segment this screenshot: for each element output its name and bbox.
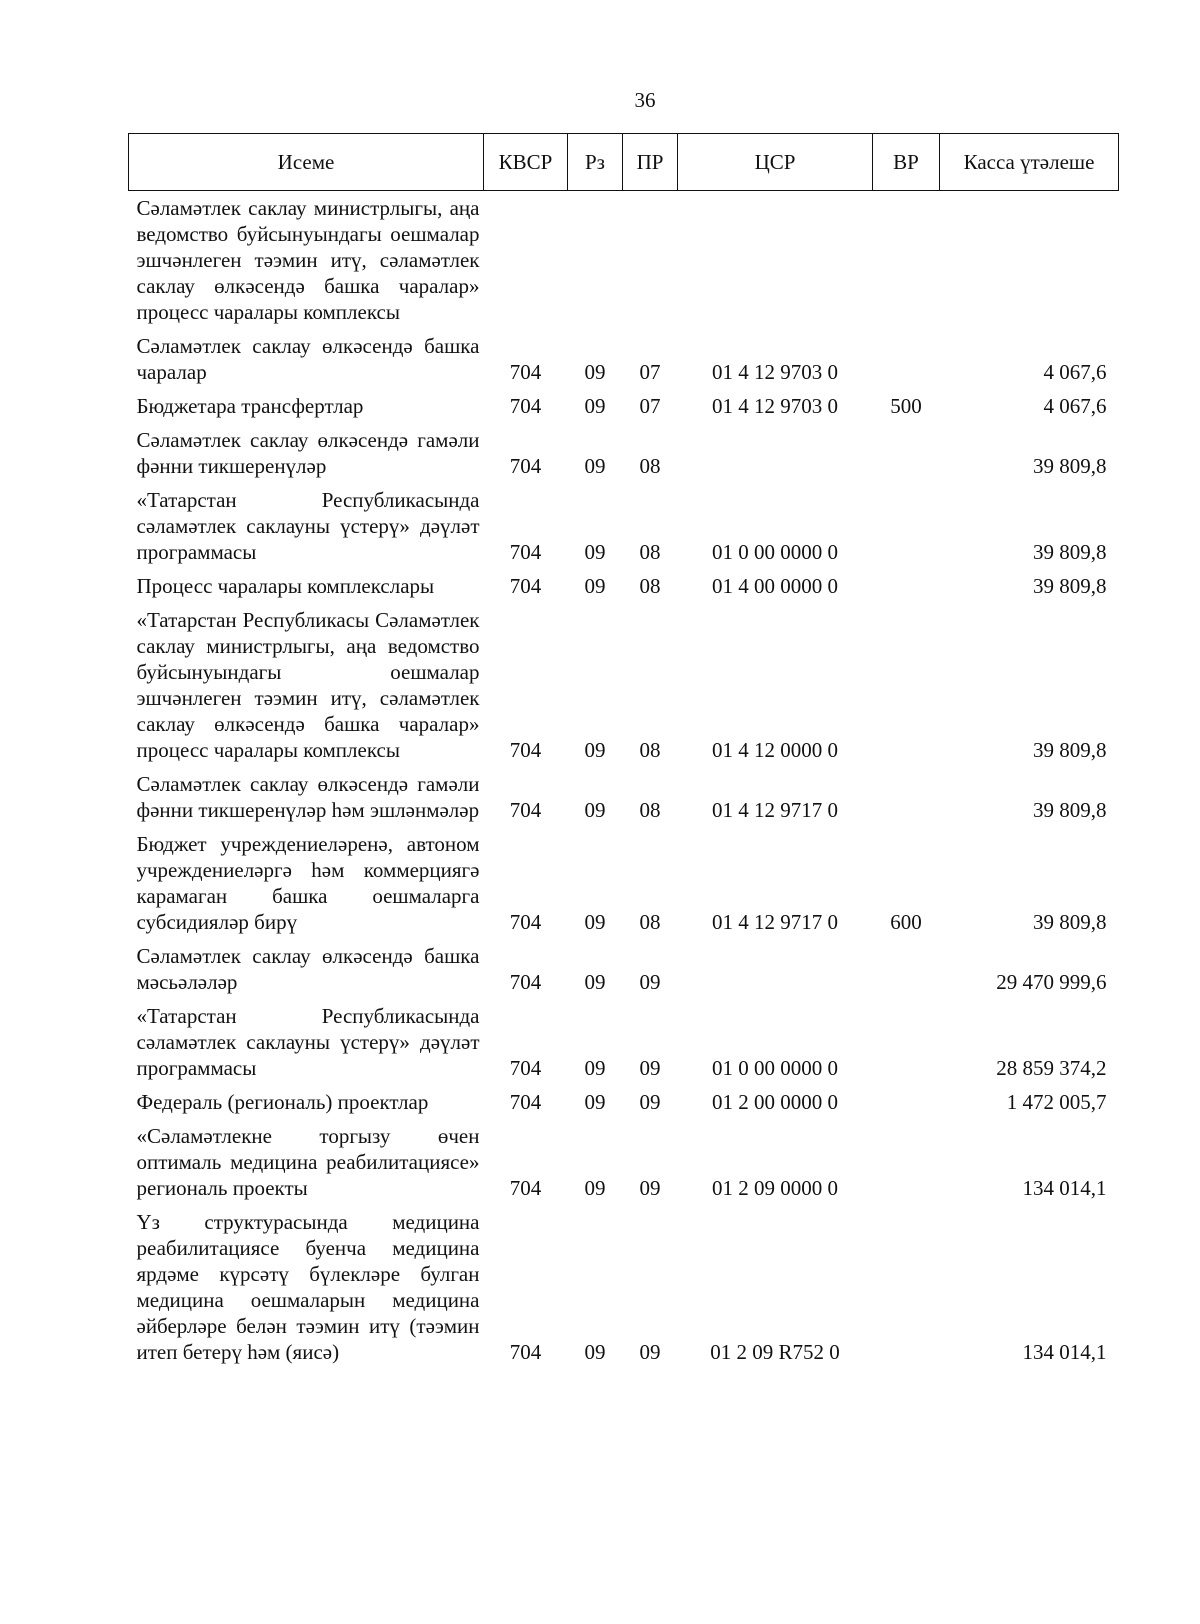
cell-pr: 07 xyxy=(639,394,661,418)
table-row xyxy=(129,1205,1119,1369)
cell-csr: 01 0 00 0000 0 xyxy=(712,540,838,564)
cell-amount: 4 067,6 xyxy=(1043,394,1107,418)
cell-kvsr xyxy=(484,191,568,330)
cell-pr: 09 xyxy=(639,1090,661,1114)
column-header-amount: Касса үтәлеше xyxy=(940,134,1119,191)
table-row xyxy=(129,483,1119,569)
cell-vr xyxy=(873,329,940,389)
cell-name: «Татарстан Республикасы Сәламәтлек саклау министрлыгы, аңа ведомство буйсынуындагы оешмалар эшчәнлеген тәэмин итү, сәламәтлек саклау өлкәсендә башка чаралар» процесс чаралары комплексы xyxy=(136,608,480,762)
page-number: 36 xyxy=(634,88,656,112)
cell-name: «Татарстан Республикасында сәламәтлек саклауны үстерү» дәүләт программасы xyxy=(136,488,480,564)
cell-vr xyxy=(873,1119,940,1205)
cell-kvsr: 704 xyxy=(509,1340,542,1364)
cell-amount: 134 014,1 xyxy=(1022,1176,1107,1200)
table-row xyxy=(129,191,1119,330)
cell-rz: 09 xyxy=(584,574,606,598)
cell-kvsr: 704 xyxy=(509,970,542,994)
column-header-csr: ЦСР xyxy=(678,134,873,191)
cell-rz: 09 xyxy=(584,360,606,384)
cell-pr: 07 xyxy=(639,360,661,384)
cell-amount: 39 809,8 xyxy=(1033,738,1107,762)
cell-pr: 08 xyxy=(639,910,661,934)
cell-rz: 09 xyxy=(584,970,606,994)
cell-name: «Сәламәтлекне торгызу өчен оптималь медицина реабилитациясе» региональ проекты xyxy=(136,1124,480,1200)
table-row xyxy=(129,999,1119,1085)
cell-vr xyxy=(873,191,940,330)
table-row xyxy=(129,1119,1119,1205)
cell-vr xyxy=(873,999,940,1085)
column-header-pr: ПР xyxy=(623,134,678,191)
table-row xyxy=(129,827,1119,939)
cell-amount: 39 809,8 xyxy=(1033,798,1107,822)
table-row xyxy=(129,423,1119,483)
column-header-kvsr: КВСР xyxy=(484,134,568,191)
cell-kvsr: 704 xyxy=(509,910,542,934)
cell-csr xyxy=(678,939,873,999)
cell-csr xyxy=(678,191,873,330)
cell-name: «Татарстан Республикасында сәламәтлек саклауны үстерү» дәүләт программасы xyxy=(136,1004,480,1080)
cell-pr: 09 xyxy=(639,1176,661,1200)
cell-name: Федераль (региональ) проектлар xyxy=(136,1090,429,1114)
table-row xyxy=(129,389,1119,423)
cell-csr: 01 4 12 9717 0 xyxy=(712,910,838,934)
column-header-vr: ВР xyxy=(873,134,940,191)
cell-kvsr: 704 xyxy=(509,360,542,384)
cell-amount: 39 809,8 xyxy=(1033,910,1107,934)
cell-rz: 09 xyxy=(584,1056,606,1080)
cell-rz xyxy=(568,191,623,330)
cell-name: Сәламәтлек саклау өлкәсендә гамәли фәнни тикшеренүләр һәм эшләнмәләр xyxy=(136,772,480,822)
cell-csr: 01 4 12 9703 0 xyxy=(712,360,838,384)
cell-rz: 09 xyxy=(584,540,606,564)
cell-pr: 09 xyxy=(639,1340,661,1364)
table-body xyxy=(129,191,1119,1370)
cell-rz: 09 xyxy=(584,1176,606,1200)
cell-rz: 09 xyxy=(584,738,606,762)
budget-table xyxy=(128,133,1119,1369)
cell-vr xyxy=(873,939,940,999)
cell-rz: 09 xyxy=(584,798,606,822)
cell-vr xyxy=(873,569,940,603)
cell-pr xyxy=(623,191,678,330)
cell-amount: 29 470 999,6 xyxy=(996,970,1107,994)
cell-pr: 08 xyxy=(639,738,661,762)
table-row xyxy=(129,939,1119,999)
cell-name: Сәламәтлек саклау өлкәсендә гамәли фәнни тикшеренүләр xyxy=(136,428,480,478)
cell-vr xyxy=(873,1085,940,1119)
cell-amount: 1 472 005,7 xyxy=(1006,1090,1107,1114)
table-row xyxy=(129,329,1119,389)
cell-name: Сәламәтлек саклау министрлыгы, аңа ведомство буйсынуындагы оешмалар эшчәнлеген тәэмин итү, сәламәтлек саклау өлкәсендә башка чаралар» процесс чаралары комплексы xyxy=(136,196,480,324)
cell-csr: 01 4 12 9717 0 xyxy=(712,798,838,822)
cell-vr xyxy=(873,767,940,827)
cell-amount: 4 067,6 xyxy=(1043,360,1107,384)
cell-amount: 39 809,8 xyxy=(1033,454,1107,478)
cell-rz: 09 xyxy=(584,1090,606,1114)
cell-csr xyxy=(678,423,873,483)
cell-csr: 01 4 12 9703 0 xyxy=(712,394,838,418)
cell-kvsr: 704 xyxy=(509,394,542,418)
cell-amount: 134 014,1 xyxy=(1022,1340,1107,1364)
cell-csr: 01 2 00 0000 0 xyxy=(712,1090,838,1114)
table-row xyxy=(129,569,1119,603)
cell-csr: 01 4 12 0000 0 xyxy=(712,738,838,762)
cell-name: Бюджетара трансфертлар xyxy=(136,394,364,418)
cell-csr: 01 0 00 0000 0 xyxy=(712,1056,838,1080)
cell-pr: 09 xyxy=(639,1056,661,1080)
cell-pr: 08 xyxy=(639,798,661,822)
cell-amount: 28 859 374,2 xyxy=(996,1056,1107,1080)
cell-kvsr: 704 xyxy=(509,1056,542,1080)
table-header-row xyxy=(129,134,1119,191)
column-header-name: Исеме xyxy=(129,134,484,191)
cell-rz: 09 xyxy=(584,454,606,478)
cell-vr xyxy=(873,1205,940,1369)
table-row xyxy=(129,603,1119,767)
cell-amount: 39 809,8 xyxy=(1033,574,1107,598)
cell-rz: 09 xyxy=(584,394,606,418)
column-header-rz: Рз xyxy=(568,134,623,191)
cell-vr: 600 xyxy=(890,910,922,934)
cell-vr xyxy=(873,423,940,483)
cell-pr: 09 xyxy=(639,970,661,994)
cell-kvsr: 704 xyxy=(509,1176,542,1200)
table-row xyxy=(129,1085,1119,1119)
cell-vr: 500 xyxy=(890,394,922,418)
cell-kvsr: 704 xyxy=(509,574,542,598)
cell-name: Бюджет учреждениеләренә, автоном учреждениеләргә һәм коммерциягә карамаган башка оешмаларга субсидияләр бирү xyxy=(136,832,480,934)
cell-kvsr: 704 xyxy=(509,738,542,762)
cell-vr xyxy=(873,483,940,569)
cell-name: Сәламәтлек саклау өлкәсендә башка чаралар xyxy=(136,334,480,384)
cell-rz: 09 xyxy=(584,910,606,934)
cell-kvsr: 704 xyxy=(509,540,542,564)
cell-amount xyxy=(940,191,1119,330)
cell-csr: 01 4 00 0000 0 xyxy=(712,574,838,598)
cell-csr: 01 2 09 R752 0 xyxy=(710,1340,840,1364)
cell-name: Процесс чаралары комплекслары xyxy=(136,574,435,598)
cell-kvsr: 704 xyxy=(509,1090,542,1114)
cell-pr: 08 xyxy=(639,454,661,478)
cell-csr: 01 2 09 0000 0 xyxy=(712,1176,838,1200)
cell-pr: 08 xyxy=(639,574,661,598)
cell-name: Сәламәтлек саклау өлкәсендә башка мәсьәләләр xyxy=(136,944,480,994)
cell-amount: 39 809,8 xyxy=(1033,540,1107,564)
cell-pr: 08 xyxy=(639,540,661,564)
table-row xyxy=(129,767,1119,827)
cell-name: Үз структурасында медицина реабилитациясе буенча медицина ярдәме күрсәтү бүлекләре булган медицина оешмаларын медицина әйберләре белән тәэмин итү (тәэмин итеп бетерү һәм (яисә) xyxy=(136,1210,480,1364)
cell-kvsr: 704 xyxy=(509,798,542,822)
cell-kvsr: 704 xyxy=(509,454,542,478)
cell-vr xyxy=(873,603,940,767)
cell-rz: 09 xyxy=(584,1340,606,1364)
